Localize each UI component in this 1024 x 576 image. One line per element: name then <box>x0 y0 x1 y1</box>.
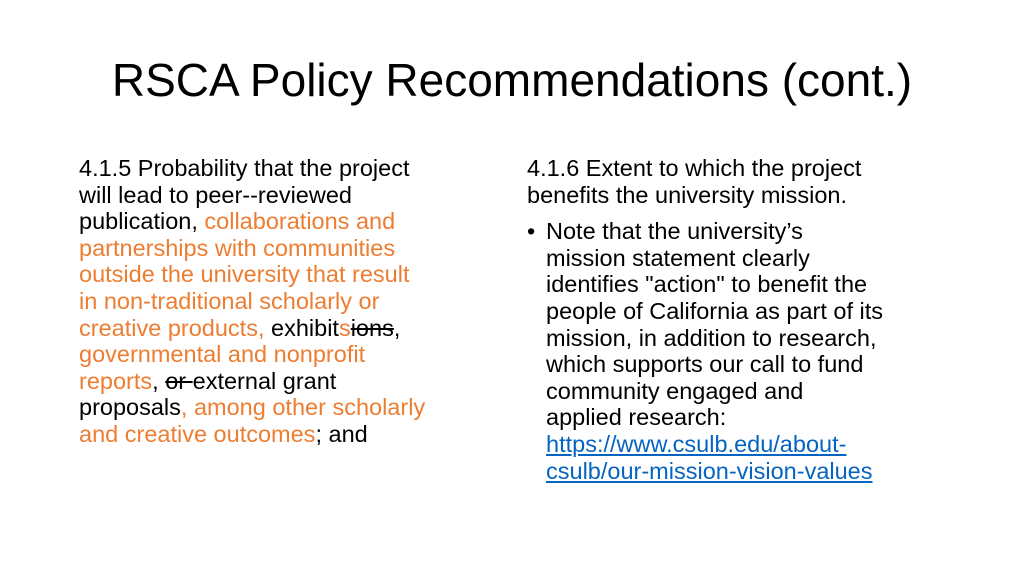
link-line[interactable]: csulb/our-mission-vision-values <box>546 457 873 484</box>
text-span: will lead to peer--reviewed <box>79 181 352 208</box>
struck-text-span: ions <box>350 314 394 341</box>
text-line: benefits the university mission. <box>527 181 848 208</box>
text-line <box>79 394 499 421</box>
link-line[interactable]: https://www.csulb.edu/about- <box>546 430 847 457</box>
text-span: 4.1.5 Probability that the project <box>79 155 410 181</box>
text-line: which supports our call to fund <box>546 351 864 378</box>
text-line: mission statement clearly <box>546 244 810 271</box>
bullet-icon: • <box>527 218 536 245</box>
text-line <box>79 261 499 288</box>
added-text-span: and creative outcomes <box>79 420 316 447</box>
text-line <box>79 368 499 395</box>
text-line: Note that the university’s <box>546 218 803 245</box>
text-span: , <box>393 314 401 341</box>
struck-text-span: or <box>165 367 193 394</box>
slide-title: RSCA Policy Recommendations (cont.) <box>111 54 913 106</box>
text-span: exhibit <box>271 314 339 341</box>
text-line <box>79 182 499 209</box>
text-line: mission, in addition to research, <box>546 324 877 351</box>
text-line <box>79 208 499 235</box>
added-text-span: governmental and nonprofit <box>79 341 366 368</box>
bullet-text <box>546 218 977 484</box>
text-line <box>79 341 499 368</box>
text-span: external grant <box>192 367 337 394</box>
text-span: ; and <box>315 420 368 447</box>
text-span: publication, <box>79 208 205 235</box>
text-span: , <box>152 367 166 394</box>
text-line: 4.1.6 Extent to which the project <box>527 155 862 181</box>
added-text-span: reports <box>79 367 153 394</box>
text-line: applied research: <box>546 404 727 431</box>
text-line: people of California as part of its <box>546 297 884 324</box>
text-line <box>79 155 499 182</box>
bullet-item <box>527 218 977 484</box>
added-text-span: collaborations and <box>204 208 396 235</box>
text-span: proposals <box>79 394 181 421</box>
text-line <box>79 235 499 262</box>
mission-vision-values-link[interactable] <box>546 431 977 484</box>
text-line: identifies "action" to benefit the <box>546 271 868 298</box>
added-text-span: outside the university that result <box>79 261 410 288</box>
added-text-span: , among other scholarly <box>180 394 426 421</box>
added-text-span: in non-traditional scholarly or <box>79 287 380 314</box>
text-line <box>79 421 499 448</box>
added-text-span: s <box>338 314 351 341</box>
text-line: community engaged and <box>546 377 804 404</box>
right-column-policy-4-1-6 <box>527 155 977 484</box>
intro-paragraph <box>527 155 977 208</box>
added-text-span: creative products, <box>79 314 272 341</box>
text-line <box>79 315 499 342</box>
left-column-policy-4-1-5 <box>79 155 499 448</box>
added-text-span: partnerships with communities <box>79 234 396 261</box>
text-line <box>79 288 499 315</box>
